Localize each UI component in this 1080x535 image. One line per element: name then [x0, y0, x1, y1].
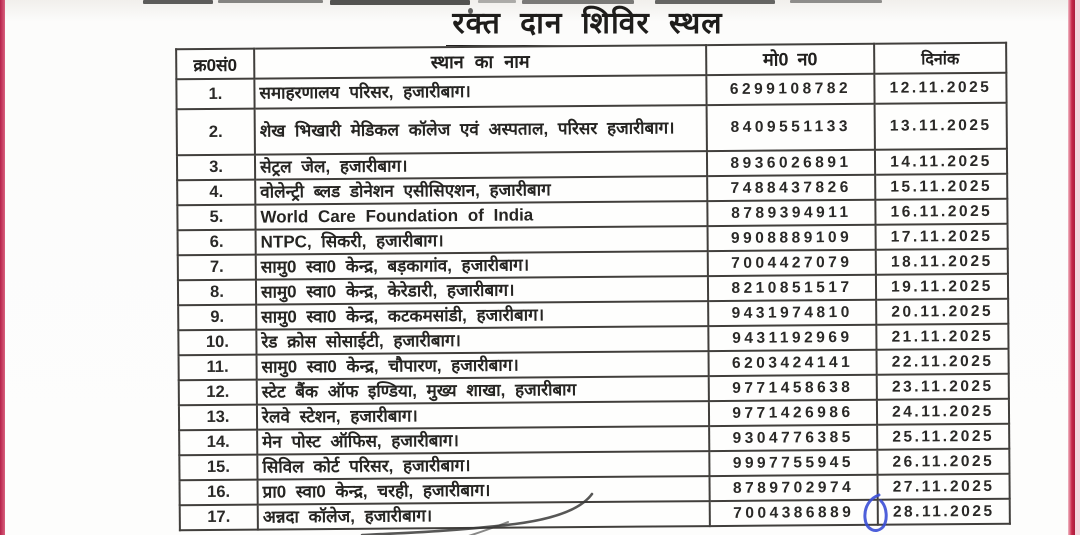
- column-header-place: स्थान का नाम: [254, 45, 706, 79]
- date-cell: 25.11.2025: [877, 424, 1009, 450]
- place-cell: सिविल कोर्ट परिसर, हजारीबाग।: [257, 451, 709, 480]
- serial-cell: 8.: [178, 280, 256, 306]
- mobile-cell: 8409551133: [707, 104, 875, 151]
- place-cell: मेन पोस्ट ऑफिस, हजारीबाग।: [257, 426, 709, 455]
- date-cell: 21.11.2025: [876, 324, 1008, 350]
- serial-cell: 15.: [179, 455, 257, 481]
- place-cell: अन्नदा कॉलेज, हजारीबाग।: [258, 501, 710, 530]
- mobile-cell: 7004386889: [710, 500, 878, 526]
- date-cell: 22.11.2025: [877, 349, 1009, 375]
- mobile-cell: 6299108782: [706, 74, 874, 105]
- column-header-mobile: मो0 न0: [706, 44, 874, 75]
- serial-cell: 17.: [180, 505, 258, 531]
- mobile-cell: 9771426986: [709, 400, 877, 426]
- place-cell: सेट्रल जेल, हजारीबाग।: [255, 151, 707, 180]
- place-cell: सामु0 स्वा0 केन्द्र, बड़कागांव, हजारीबाग।: [256, 251, 708, 280]
- serial-cell: 10.: [178, 330, 256, 356]
- mobile-cell: 9771458638: [709, 375, 877, 401]
- place-cell: प्रा0 स्वा0 केन्द्र, चरही, हजारीबाग।: [258, 476, 710, 505]
- mobile-cell: 8936026891: [707, 150, 875, 176]
- date-cell: 14.11.2025: [875, 149, 1007, 175]
- serial-cell: 7.: [178, 255, 256, 281]
- date-cell: 17.11.2025: [876, 224, 1008, 250]
- mobile-cell: 8789394911: [707, 200, 875, 226]
- column-header-serial: क्र0सं0: [176, 49, 254, 80]
- page-title: रक्त दान शिविर स्थल: [446, 1, 728, 48]
- mobile-cell: 7488437826: [707, 175, 875, 201]
- mobile-cell: 9908889109: [708, 225, 876, 251]
- place-cell: शेख भिखारी मेडिकल कॉलेज एवं अस्पताल, परिसर हजारीबाग।: [255, 105, 707, 155]
- place-cell: सामु0 स्वा0 केन्द्र, केरेडारी, हजारीबाग।: [256, 276, 708, 305]
- mobile-cell: 9431974810: [708, 300, 876, 326]
- date-cell: 20.11.2025: [876, 299, 1008, 325]
- table-row: [177, 103, 1007, 156]
- table-row: [180, 499, 1010, 531]
- mobile-cell: 7004427079: [708, 250, 876, 276]
- mobile-cell: 9997755945: [709, 450, 877, 476]
- place-cell: सामु0 स्वा0 केन्द्र, चौपारण, हजारीबाग।: [257, 351, 709, 380]
- date-cell: 19.11.2025: [876, 274, 1008, 300]
- place-cell: स्टेट बैंक ऑफ इण्डिया, मुख्य शाखा, हजारीबाग: [257, 376, 709, 405]
- place-cell: World Care Foundation of India: [255, 201, 707, 230]
- mobile-cell: 6203424141: [709, 350, 877, 376]
- serial-cell: 12.: [179, 380, 257, 406]
- date-cell: 27.11.2025: [877, 474, 1009, 500]
- serial-cell: 2.: [177, 109, 255, 156]
- date-cell: 23.11.2025: [877, 374, 1009, 400]
- blood-donation-camp-table: [175, 42, 1011, 532]
- serial-cell: 16.: [180, 480, 258, 506]
- place-cell: NTPC, सिकरी, हजारीबाग।: [256, 226, 708, 255]
- date-cell: 26.11.2025: [877, 449, 1009, 475]
- date-cell: 18.11.2025: [876, 249, 1008, 275]
- serial-cell: 9.: [178, 305, 256, 331]
- date-cell: 13.11.2025: [875, 103, 1007, 150]
- place-cell: वोलेन्ट्री ब्लड डोनेशन एसीसिएशन, हजारीबाग: [255, 176, 707, 205]
- mobile-cell: 9431192969: [708, 325, 876, 351]
- date-cell: 24.11.2025: [877, 399, 1009, 425]
- place-cell: समाहरणालय परिसर, हजारीबाग।: [254, 75, 706, 109]
- place-cell: रेलवे स्टेशन, हजारीबाग।: [257, 401, 709, 430]
- place-cell: रेड क्रोस सोसाईटी, हजारीबाग।: [256, 326, 708, 355]
- serial-cell: 5.: [177, 205, 255, 231]
- serial-cell: 14.: [179, 430, 257, 456]
- mobile-cell: 9304776385: [709, 425, 877, 451]
- ledger-margin-line-left: [0, 0, 5, 535]
- serial-cell: 13.: [179, 405, 257, 431]
- serial-cell: 1.: [176, 79, 254, 110]
- date-cell: 12.11.2025: [874, 73, 1006, 104]
- date-cell: 28.11.2025: [878, 499, 1010, 525]
- serial-cell: 6.: [178, 230, 256, 256]
- serial-cell: 3.: [177, 155, 255, 181]
- mobile-cell: 8210851517: [708, 275, 876, 301]
- title-row: [0, 1, 1080, 48]
- ledger-margin-halo: [1075, 0, 1080, 535]
- column-header-date: दिनांक: [874, 43, 1006, 74]
- date-cell: 15.11.2025: [875, 174, 1007, 200]
- serial-cell: 11.: [179, 355, 257, 381]
- ledger-margin-line-right: [1068, 0, 1075, 535]
- mobile-cell: 8789702974: [709, 475, 877, 501]
- serial-cell: 4.: [177, 180, 255, 206]
- place-cell: सामु0 स्वा0 केन्द्र, कटकमसांडी, हजारीबाग।: [256, 301, 708, 330]
- date-cell: 16.11.2025: [875, 199, 1007, 225]
